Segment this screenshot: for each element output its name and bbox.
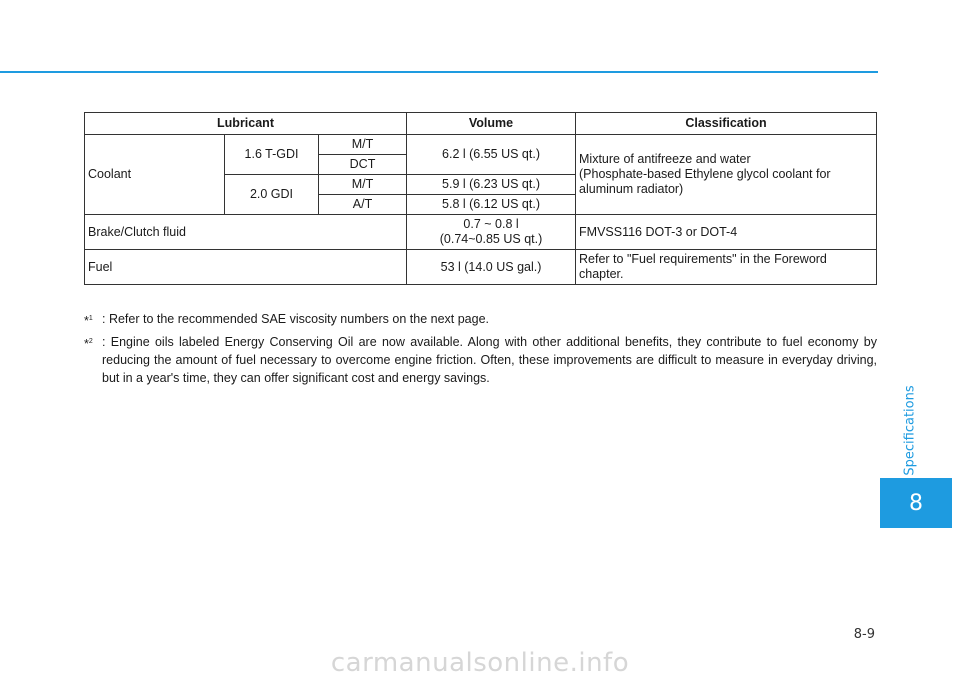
lubricant-table — [84, 112, 877, 285]
table-row — [85, 135, 877, 155]
header-classification: Classification — [576, 113, 877, 135]
fuel-classification-line-1: Refer to "Fuel requirements" in the Foreword — [579, 252, 827, 266]
coolant-label: Coolant — [85, 135, 225, 215]
coolant-engine-2-mt: M/T — [319, 175, 407, 195]
brake-volume-line-1: 0.7 ~ 0.8 l — [463, 217, 519, 231]
coolant-engine-2-at: A/T — [319, 195, 407, 215]
coolant-engine-2-mt-volume: 5.9 l (6.23 US qt.) — [407, 175, 576, 195]
brake-volume — [407, 215, 576, 250]
table-row — [85, 250, 877, 285]
footnote-2-text: : Engine oils labeled Energy Conserving Oil are now available. Along with other additional benefits, they contribute to fuel economy by reducing the amount of fuel necessary to overcome engine friction. Often, these improvements are difficult to measure in everyday driving, but in a year's time, they can offer significant cost and energy savings. — [102, 335, 877, 386]
coolant-classification-line-3: aluminum radiator) — [579, 182, 684, 196]
coolant-engine-1-dct: DCT — [319, 155, 407, 175]
fuel-label: Fuel — [85, 250, 407, 285]
coolant-classification — [576, 135, 877, 215]
footnote-2-mark — [84, 333, 102, 387]
section-side-label — [895, 380, 925, 480]
coolant-classification-line-1: Mixture of antifreeze and water — [579, 152, 751, 166]
coolant-classification-line-2: (Phosphate-based Ethylene glycol coolant for — [579, 167, 831, 181]
footnote-1-asterisk: * — [84, 314, 89, 329]
footnote-2-number: 2 — [88, 338, 93, 346]
brake-label: Brake/Clutch fluid — [85, 215, 407, 250]
fuel-volume: 53 l (14.0 US gal.) — [407, 250, 576, 285]
coolant-engine-1: 1.6 T-GDI — [225, 135, 319, 175]
coolant-engine-2: 2.0 GDI — [225, 175, 319, 215]
page-number: 8-9 — [853, 627, 875, 642]
coolant-engine-2-at-volume: 5.8 l (6.12 US qt.) — [407, 195, 576, 215]
chapter-tab: 8 — [880, 478, 952, 528]
footnote-2 — [84, 333, 877, 387]
footnote-1-mark — [84, 310, 102, 330]
table-header-row — [85, 113, 877, 135]
watermark: carmanualsonline.info — [330, 648, 630, 678]
header-volume: Volume — [407, 113, 576, 135]
footnotes — [84, 310, 877, 390]
header-rule — [0, 71, 878, 73]
table-row — [85, 215, 877, 250]
footnote-1-text: : Refer to the recommended SAE viscosity numbers on the next page. — [102, 312, 490, 326]
brake-volume-line-2: (0.74~0.85 US qt.) — [439, 232, 543, 246]
section-side-label-text: Specifications — [902, 384, 918, 476]
footnote-2-asterisk: * — [84, 337, 89, 352]
header-lubricant: Lubricant — [85, 113, 407, 135]
fuel-classification — [576, 250, 877, 285]
footnote-1-number: 1 — [88, 315, 93, 322]
footnote-1 — [84, 310, 877, 330]
brake-classification: FMVSS116 DOT-3 or DOT-4 — [576, 215, 877, 250]
coolant-engine-1-mt: M/T — [319, 135, 407, 155]
coolant-engine-1-volume: 6.2 l (6.55 US qt.) — [407, 135, 576, 175]
fuel-classification-line-2: chapter. — [579, 267, 624, 281]
